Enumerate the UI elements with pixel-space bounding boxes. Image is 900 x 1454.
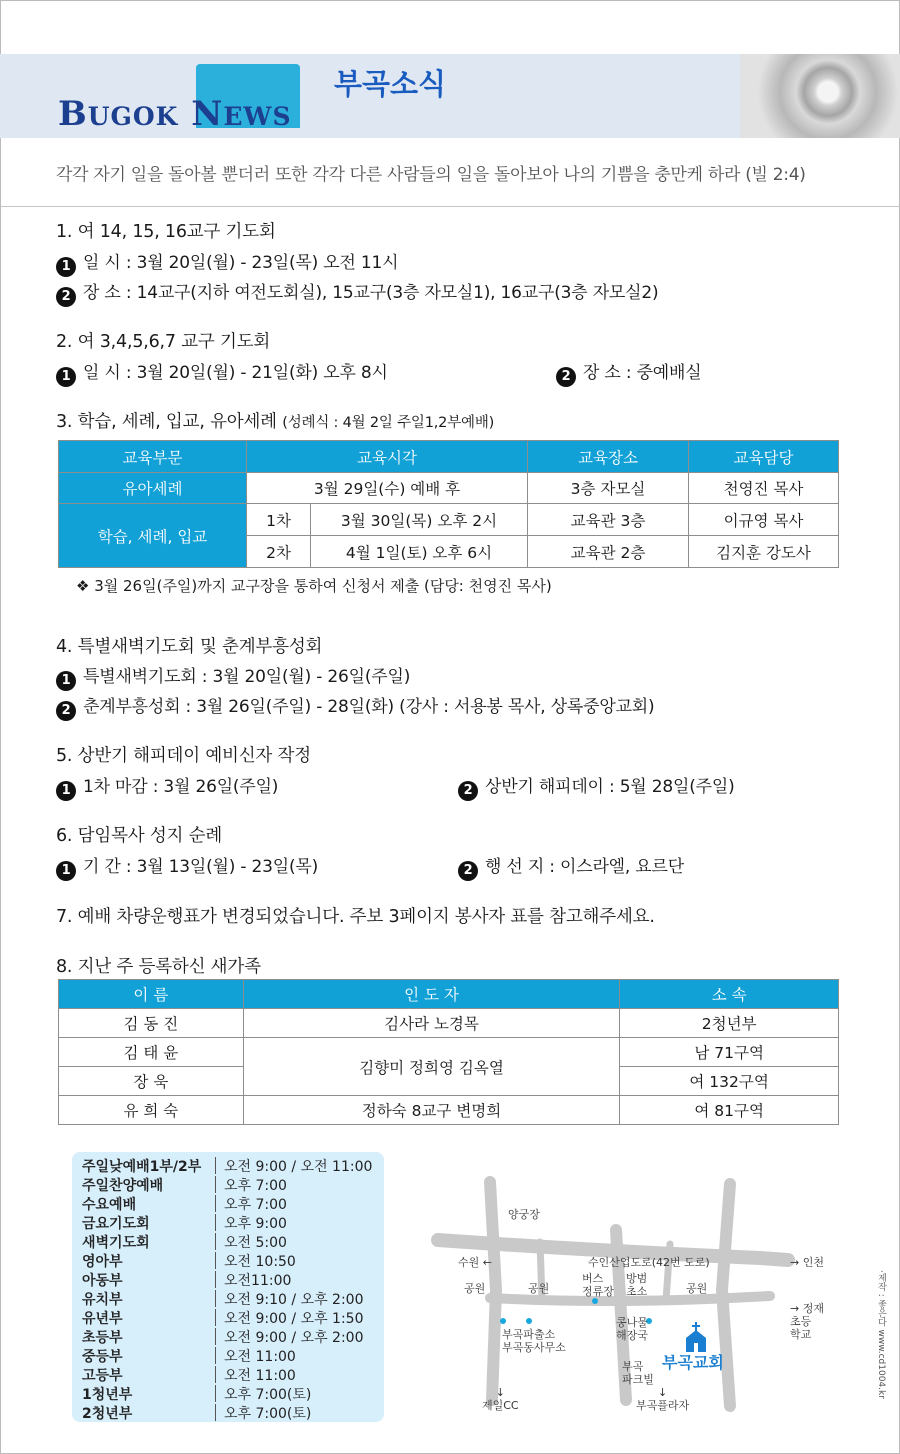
map-label-park: 공원 bbox=[528, 1282, 550, 1295]
section-2-title: 2. 여 3,4,5,6,7 교구 기도회 bbox=[56, 332, 271, 352]
worship-schedule bbox=[72, 1152, 384, 1422]
section-1-title: 1. 여 14, 15, 16교구 기도회 bbox=[56, 222, 276, 242]
section-5-title: 5. 상반기 해피데이 예비신자 작정 bbox=[56, 746, 311, 766]
map-label-incheon: → 인천 bbox=[790, 1256, 824, 1269]
map-label-plaza: ↓ 부곡플라자 bbox=[636, 1386, 690, 1412]
table-header: 소 속 bbox=[620, 980, 839, 1009]
map-label-golf: ↓ 제일CC bbox=[482, 1386, 519, 1412]
map-marker bbox=[592, 1298, 598, 1304]
table-note: ❖ 3월 26일(주일)까지 교구장을 통하여 신청서 제출 (담당: 천영진 목사) bbox=[76, 577, 552, 595]
map-marker bbox=[526, 1318, 532, 1324]
section-1-line-2: 2 장 소 : 14교구(지하 여전도회실), 15교구(3층 자모실1), 16교구(3층 자모실2) bbox=[56, 278, 658, 307]
section-6-title: 6. 담임목사 성지 순례 bbox=[56, 826, 223, 846]
church-icon bbox=[684, 1322, 708, 1352]
new-family-table bbox=[58, 979, 839, 1125]
map-label-church: 부곡교회 bbox=[662, 1353, 724, 1372]
table-header: 교육담당 bbox=[689, 441, 839, 473]
section-6-line-1: 1 기 간 : 3월 13일(월) - 23일(목) bbox=[56, 852, 318, 881]
section-5-line-2: 2 상반기 해피데이 : 5월 28일(주일) bbox=[458, 772, 735, 801]
map-label-apartment: 부곡 파크빌 bbox=[622, 1360, 654, 1386]
section-4-line-1: 1 특별새벽기도회 : 3월 20일(월) - 26일(주일) bbox=[56, 662, 410, 691]
table-header: 인 도 자 bbox=[243, 980, 620, 1009]
table-header: 이 름 bbox=[59, 980, 244, 1009]
schedule-row: 아동부 오전11:00 bbox=[82, 1273, 292, 1289]
table-header: 교육부문 bbox=[59, 441, 247, 473]
map-label-school: → 정재 초등 학교 bbox=[790, 1302, 824, 1341]
section-7-title: 7. 예배 차량운행표가 변경되었습니다. 주보 3페이지 봉사자 표를 참고해주세요. bbox=[56, 907, 655, 927]
map-marker bbox=[500, 1318, 506, 1324]
section-8-title: 8. 지난 주 등록하신 새가족 bbox=[56, 957, 261, 977]
map-label-police-box: 방범 초소 bbox=[626, 1272, 648, 1298]
section-1-line-1: 1 일 시 : 3월 20일(월) - 23일(목) 오전 11시 bbox=[56, 248, 398, 277]
section-4-title: 4. 특별새벽기도회 및 춘계부흥성회 bbox=[56, 637, 323, 657]
number-bullet: 2 bbox=[458, 861, 478, 881]
schedule-row: 금요기도회 오후 9:00 bbox=[82, 1216, 287, 1232]
table-header: 교육장소 bbox=[528, 441, 689, 473]
map-label-park: 공원 bbox=[464, 1282, 486, 1295]
schedule-row: 고등부 오전 11:00 bbox=[82, 1368, 296, 1384]
map-label-bus-stop: 버스 정류장 bbox=[582, 1272, 614, 1298]
table-row: 학습, 세례, 입교 1차 3월 30일(목) 오후 2시 교육관 3층 이규영 목사 bbox=[59, 504, 839, 536]
schedule-row: 유치부 오전 9:10 / 오후 2:00 bbox=[82, 1292, 364, 1308]
credit: ·제작 : 좋은다 www.cd1004.kr bbox=[876, 1270, 886, 1399]
number-bullet: 1 bbox=[56, 257, 76, 277]
section-2-line-1: 1 일 시 : 3월 20일(월) - 21일(화) 오후 8시 bbox=[56, 358, 388, 387]
table-row: 유 희 숙 정하숙 8교구 변명희 여 81구역 bbox=[59, 1096, 839, 1125]
map-roads bbox=[430, 1170, 890, 1420]
schedule-row: 수요예배 오후 7:00 bbox=[82, 1197, 287, 1213]
map-label-suwon: 수원 ← bbox=[458, 1256, 492, 1269]
map-label-park: 공원 bbox=[686, 1282, 708, 1295]
map-label-road: 수인산업도로(42번 도로) bbox=[588, 1256, 710, 1269]
section-3-title: 3. 학습, 세례, 입교, 유아세례 (성례식 : 4월 2일 주일1,2부예배) bbox=[56, 412, 495, 432]
news-header bbox=[0, 54, 900, 138]
number-bullet: 1 bbox=[56, 861, 76, 881]
schedule-row: 중등부 오전 11:00 bbox=[82, 1349, 296, 1365]
section-2-line-2: 2 장 소 : 중예배실 bbox=[556, 358, 701, 387]
bible-verse: 각각 자기 일을 돌아볼 뿐더러 또한 각각 다른 사람들의 일을 돌아보아 나의 기쁨을 충만케 하라 (빌 2:4) bbox=[56, 165, 806, 185]
number-bullet: 1 bbox=[56, 781, 76, 801]
table-header: 교육시각 bbox=[247, 441, 528, 473]
table-row: 김 태 윤 김향미 정희영 김옥열 남 71구역 bbox=[59, 1038, 839, 1067]
schedule-row: 새벽기도회 오전 5:00 bbox=[82, 1235, 287, 1251]
schedule-row: 1청년부 오후 7:00(토) bbox=[82, 1387, 312, 1403]
number-bullet: 2 bbox=[56, 287, 76, 307]
table-row: 장 욱 여 132구역 bbox=[59, 1067, 839, 1096]
number-bullet: 1 bbox=[56, 671, 76, 691]
schedule-row: 주일낮예배1부/2부 오전 9:00 / 오전 11:00 bbox=[82, 1159, 373, 1175]
schedule-row: 영아부 오전 10:50 bbox=[82, 1254, 296, 1270]
schedule-row: 초등부 오전 9:00 / 오후 2:00 bbox=[82, 1330, 364, 1346]
map-label-office: 부곡파출소 부곡동사무소 bbox=[502, 1328, 566, 1354]
page-title: 부곡소식 bbox=[334, 67, 447, 101]
number-bullet: 1 bbox=[56, 367, 76, 387]
map-label-archery: 양궁장 bbox=[508, 1208, 540, 1221]
divider bbox=[0, 206, 900, 207]
schedule-row: 2청년부 오후 7:00(토) bbox=[82, 1406, 312, 1422]
table-row: 김 동 진 김사라 노경목 2청년부 bbox=[59, 1009, 839, 1038]
section-6-line-2: 2 행 선 지 : 이스라엘, 요르단 bbox=[458, 852, 684, 881]
header-photo bbox=[740, 54, 900, 138]
section-4-line-2: 2 춘계부흥성회 : 3월 26일(주일) - 28일(화) (강사 : 서용봉 목사, 상록중앙교회) bbox=[56, 692, 654, 721]
number-bullet: 2 bbox=[458, 781, 478, 801]
number-bullet: 2 bbox=[556, 367, 576, 387]
table-row: 2차 4월 1일(토) 오후 6시 교육관 2층 김지훈 강도사 bbox=[59, 536, 839, 568]
location-map bbox=[430, 1170, 890, 1420]
schedule-row: 주일찬양예배 오후 7:00 bbox=[82, 1178, 287, 1194]
map-label-restaurant: 콩나물 해장국 bbox=[616, 1316, 648, 1342]
number-bullet: 2 bbox=[56, 701, 76, 721]
education-table bbox=[58, 440, 839, 568]
logo: BUGOK NEWS bbox=[58, 94, 292, 134]
table-row: 유아세례 3월 29일(수) 예배 후 3층 자모실 천영진 목사 bbox=[59, 473, 839, 504]
section-5-line-1: 1 1차 마감 : 3월 26일(주일) bbox=[56, 772, 278, 801]
schedule-row: 유년부 오전 9:00 / 오후 1:50 bbox=[82, 1311, 364, 1327]
